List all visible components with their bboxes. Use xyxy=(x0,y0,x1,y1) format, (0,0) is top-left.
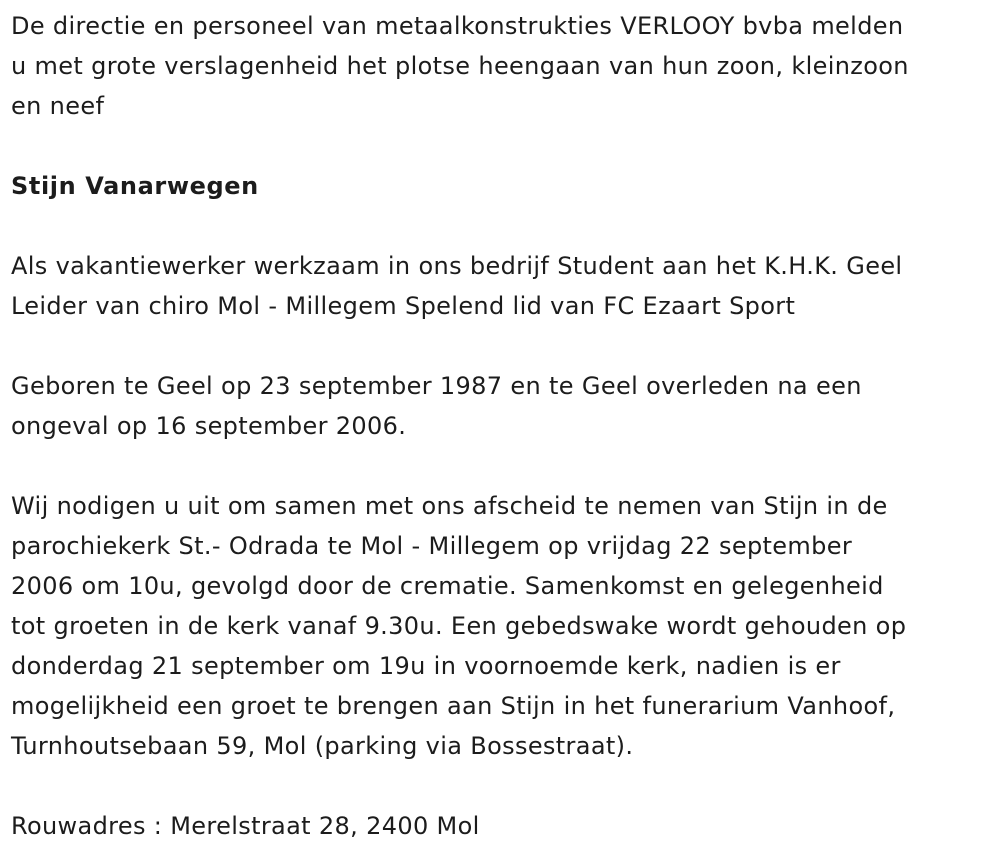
text-line: De directie en personeel van metaalkonstrukties VERLOOY bvba melden xyxy=(11,12,904,40)
text-line: Leider van chiro Mol - Millegem Spelend lid van FC Ezaart Sport xyxy=(11,292,796,320)
text-line: en neef xyxy=(11,92,105,120)
text-line: Geboren te Geel op 23 september 1987 en te Geel overleden na een xyxy=(11,372,862,400)
text-line: u met grote verslagenheid het plotse heengaan van hun zoon, kleinzoon xyxy=(11,52,909,80)
intro-paragraph xyxy=(11,6,990,126)
paragraph-spacer xyxy=(11,446,990,486)
paragraph-spacer xyxy=(11,206,990,246)
text-line: Wij nodigen u uit om samen met ons afscheid te nemen van Stijn in de xyxy=(11,492,888,520)
text-line: parochiekerk St.- Odrada te Mol - Millegem op vrijdag 22 september xyxy=(11,532,853,560)
mourning-address: Rouwadres : Merelstraat 28, 2400 Mol xyxy=(11,812,480,840)
text-line: mogelijkheid een groet te brengen aan Stijn in het funerarium Vanhoof, xyxy=(11,692,896,720)
text-line: tot groeten in de kerk vanaf 9.30u. Een gebedswake wordt gehouden op xyxy=(11,612,907,640)
dates-paragraph xyxy=(11,366,990,446)
text-line: 2006 om 10u, gevolgd door de crematie. Samenkomst en gelegenheid xyxy=(11,572,884,600)
text-line: Turnhoutsebaan 59, Mol (parking via Bossestraat). xyxy=(11,732,634,760)
text-line: donderdag 21 september om 19u in voornoemde kerk, nadien is er xyxy=(11,652,841,680)
text-line: ongeval op 16 september 2006. xyxy=(11,412,407,440)
paragraph-spacer xyxy=(11,326,990,366)
deceased-name: Stijn Vanarwegen xyxy=(11,172,259,200)
text-line: Als vakantiewerker werkzaam in ons bedrijf Student aan het K.H.K. Geel xyxy=(11,252,903,280)
roles-paragraph xyxy=(11,246,990,326)
paragraph-spacer xyxy=(11,126,990,166)
ceremony-paragraph xyxy=(11,486,990,766)
paragraph-spacer xyxy=(11,766,990,806)
